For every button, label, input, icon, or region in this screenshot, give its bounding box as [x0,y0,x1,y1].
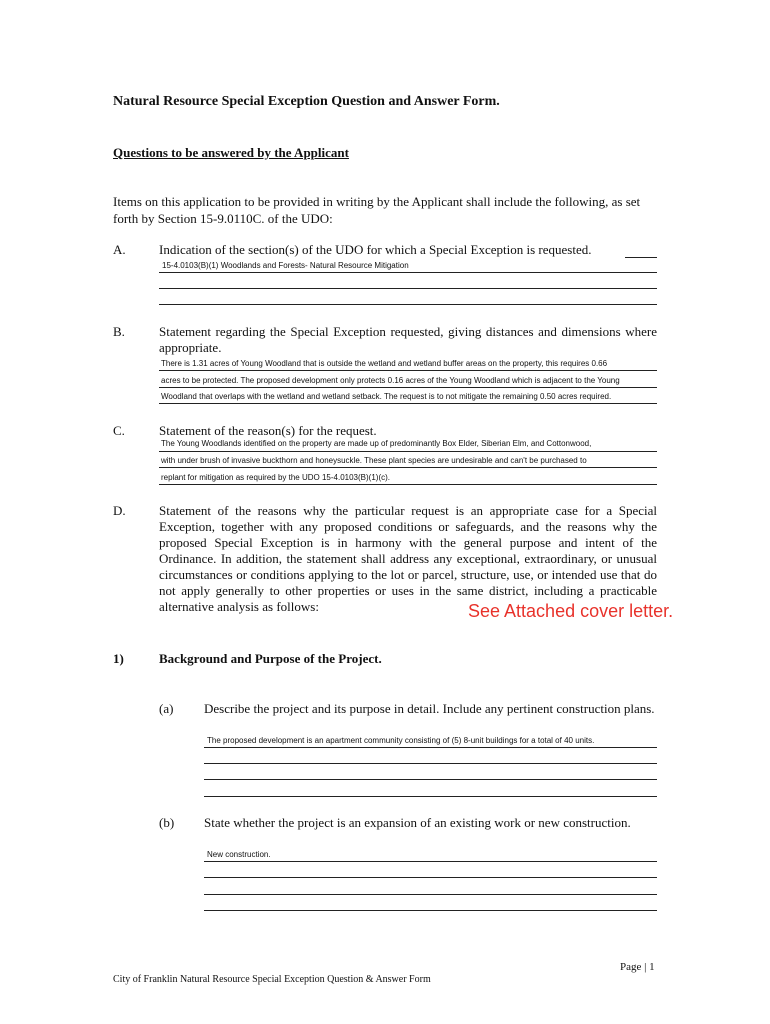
answer-line [204,796,657,797]
question-b-answer-3[interactable]: Woodland that overlaps with the wetland and wetland setback. The request is to not mitigate the remaining 0.50 acres required. [161,392,612,401]
question-c-text: Statement of the reason(s) for the request. [159,423,377,438]
intro-paragraph: Items on this application to be provided in writing by the Applicant shall include the following, as set forth by Section 15-9.0110C. of the UDO: [113,194,641,226]
question-a-answer-1[interactable]: 15-4.0103(B)(1) Woodlands and Forests- Natural Resource Mitigation [162,261,409,270]
question-b-answer-2[interactable]: acres to be protected. The proposed development only protects 0.16 acres of the Young Woodland which is adjacent to the Young [161,376,620,385]
question-a-text: Indication of the section(s) of the UDO for which a Special Exception is requested. [159,242,592,257]
question-c-marker: C. [113,423,125,438]
question-c-answer-2[interactable]: with under brush of invasive buckthorn and honeysuckle. These plant species are undesirable and can't be purchased to [161,456,587,465]
form-title: Natural Resource Special Exception Question and Answer Form. [113,94,500,109]
question-b-text: Statement regarding the Special Exception requested, giving distances and dimensions where appropriate. [159,324,657,355]
answer-line [204,910,657,911]
answer-line [204,779,657,780]
subquestion-b-text: State whether the project is an expansion of an existing work or new construction. [204,815,631,830]
answer-line [159,370,657,371]
answer-line [159,304,657,305]
question-d-answer[interactable]: See Attached cover letter. [468,601,674,621]
answer-line [159,288,657,289]
answer-line [204,877,657,878]
answer-line [159,387,657,388]
question-d-text: Statement of the reasons why the particular request is an appropriate case for a Special Exception, together with any proposed conditions or safeguards, and the reasons why the proposed Special Exception is in harmony with the general purpose and intent of the Ordinance. In addition, the statement shall address any exceptional, extraordinary, or unusual circumstances or conditions applying to the lot or parcel, structure, use, or intended use that do not apply generally to other properties or uses in the same district, including a practicable alternative analysis as follows: [159,503,657,614]
answer-line [159,272,657,273]
answer-line [204,894,657,895]
answer-line [204,763,657,764]
answer-line [159,403,657,404]
section-1-heading: Background and Purpose of the Project. [159,651,382,666]
answer-line [204,747,657,748]
question-d-marker: D. [113,503,126,518]
subquestion-b-marker: (b) [159,815,175,830]
footer-text: City of Franklin Natural Resource Special Exception Question & Answer Form [113,974,431,985]
question-c-answer-1[interactable]: The Young Woodlands identified on the property are made up of predominantly Box Elder, Siberian Elm, and Cottonwood, [161,439,592,448]
question-c-answer-3[interactable]: replant for mitigation as required by the UDO 15-4.0103(B)(1)(c). [161,473,390,482]
subquestion-a-marker: (a) [159,701,174,716]
answer-line [159,484,657,485]
answer-line [159,467,657,468]
answer-line [204,861,657,862]
section-1-marker: 1) [113,651,124,666]
subquestion-a-answer[interactable]: The proposed development is an apartment community consisting of (5) 8-unit buildings for a total of 40 units. [207,736,595,745]
question-b-marker: B. [113,324,125,339]
answer-line [159,451,657,452]
question-a-marker: A. [113,242,126,257]
subquestion-a-text: Describe the project and its purpose in detail. Include any pertinent construction plans. [204,701,655,716]
question-b-answer-1[interactable]: There is 1.31 acres of Young Woodland that is outside the wetland and wetland buffer areas on the property, this requires 0.66 [161,359,608,368]
section-subtitle: Questions to be answered by the Applicant [113,145,349,160]
subquestion-b-answer[interactable]: New construction. [207,850,271,859]
page-number: Page | 1 [620,961,655,973]
question-a-trailing-line [625,257,657,258]
